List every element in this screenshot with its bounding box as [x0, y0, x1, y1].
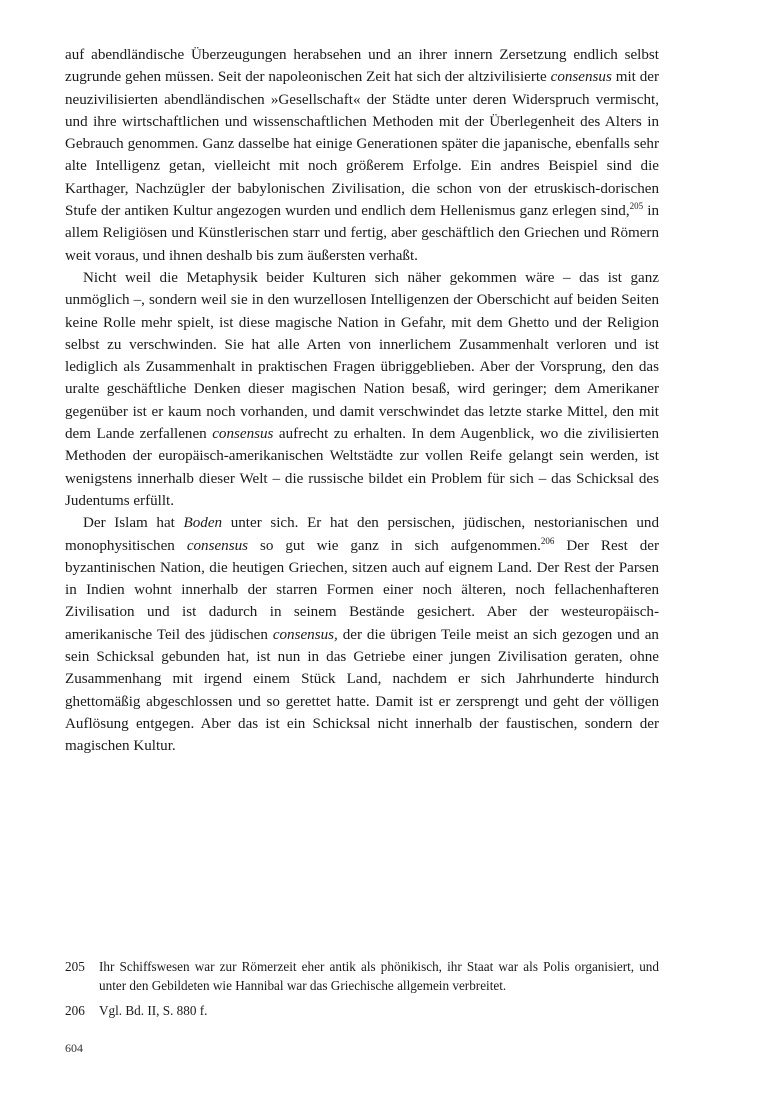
italic-term: consensus: [550, 69, 612, 86]
footnote-ref: 206: [540, 535, 555, 546]
italic-term: consensus: [186, 537, 249, 554]
text-run: mit der neuzivilisierten abendländischen »Gesellschaft« der Städte unter deren Widerspruch vermischt, und ihre wirtschaftlichen und wissenschaftlichen Methoden mit der Überlegenheit des Alters in Gebrauch genommen. Ganz dasselbe hat einige Generationen später die japanische, ebenfalls sehr alte Intelligenz getan, vielleicht mit noch größerem Erfolge. Ein andres Beispiel sind die Karthager, Nachzügler der babylonischen Zivilisation, die schon von der etruskisch-dorischen Stufe der antiken Kultur angezogen wurden und endlich dem Hellenismus ganz erlegen sind,: [65, 69, 659, 220]
text-run: Nicht weil die Metaphysik beider Kulturen sich näher gekommen wäre – das ist ganz unmöglich –, sondern weil sie in den wurzellosen Intelligenzen der Oberschicht auf beiden Seiten keine Rolle mehr spielt, ist diese magische Nation in Gefahr, mit dem Ghetto und der Religion selbst zu verschwinden. Sie hat alle Arten von innerlichem Zusammenhalt verloren und ist lediglich als Zusammenhalt in praktischen Fragen übriggeblieben. Aber der Vorsprung, den das uralte geschäftliche Denken dieser magischen Nation besaß, wird geringer; dem Amerikaner gegenüber ist er kaum noch vorhanden, und damit verschwindet das letzte starke Mittel, den mit dem Lande zerfallenen: [65, 269, 659, 443]
text-run: in allem Religiösen und Künstlerischen starr und fertig, aber geschäftlich den Griechen und Römern weit voraus, und ihnen deshalb bis zum äußersten verhaßt.: [65, 203, 660, 264]
page-number: 604: [65, 1041, 83, 1055]
footnote-ref: 205: [629, 201, 644, 212]
footnotes: [65, 957, 659, 1026]
text-run: Der Islam hat: [83, 515, 184, 532]
footnote-number: 205: [65, 959, 85, 974]
footnote-number: 206: [65, 1003, 85, 1018]
paragraph: [65, 44, 659, 267]
main-text: [65, 44, 659, 758]
text-run: auf abendländische Überzeugungen herabsehen und an ihrer innern Zersetzung endlich selbst zugrunde gehen müssen. Seit der napoleonischen Zeit hat sich der altzivilisierte: [65, 47, 659, 86]
page-body: [65, 44, 659, 758]
italic-term: consensus: [212, 426, 274, 443]
text-run: aufrecht zu erhalten. In dem Augenblick, wo die zivilisierten Methoden der europäisch-amerikanischen Weltstädte zur vollen Reife gelangt sein werden, ist wenigstens innerhalb dieser Welt – die russische bildet ein Problem für sich – das Schicksal des Judentums erfüllt.: [65, 426, 659, 509]
text-run: so gut wie ganz in sich aufgenommen.: [248, 537, 541, 554]
paragraph: [65, 267, 659, 512]
text-run: unter sich. Er hat den persischen, jüdischen, nestorianischen und monophysitischen: [65, 515, 660, 554]
italic-term: Boden: [183, 515, 223, 532]
footnote-text: Vgl. Bd. II, S. 880 f.: [99, 1003, 208, 1018]
text-run: der die übrigen Teile meist an sich gezogen und an sein Schicksal gebunden hat, ist nun in das Getriebe einer jungen Zivilisation geraten, ohne Zusammenhang mit irgend einem Stück Land, nachdem er sich Jahrhunderte hindurch ghettomäßig abgeschlossen und so gerettet hatte. Damit ist er zersprengt und geht der völligen Auflösung entgegen. Aber das ist ein Schicksal nicht innerhalb der faustischen, sondern der magischen Kultur.: [65, 626, 659, 755]
paragraph: [65, 512, 659, 757]
text-run: Der Rest der byzantinischen Nation, die heutigen Griechen, sitzen auch auf eignem Land. Der Rest der Parsen in Indien wohnt innerhalb der starren Formen einer noch älteren, noch fellachenhafteren Zivilisation und ist dadurch in seinem Bestände gesichert. Aber der westeuropäisch-amerikanische Teil des jüdischen: [65, 537, 659, 643]
footnote-text: Ihr Schiffswesen war zur Römerzeit eher antik als phönikisch, ihr Staat war als Polis organisiert, und unter den Gebildeten wie Hannibal war das Griechische allgemein verbreitet.: [99, 959, 659, 993]
italic-term: consensus,: [272, 626, 338, 643]
footnote: [65, 1001, 659, 1020]
footnote: [65, 957, 659, 995]
